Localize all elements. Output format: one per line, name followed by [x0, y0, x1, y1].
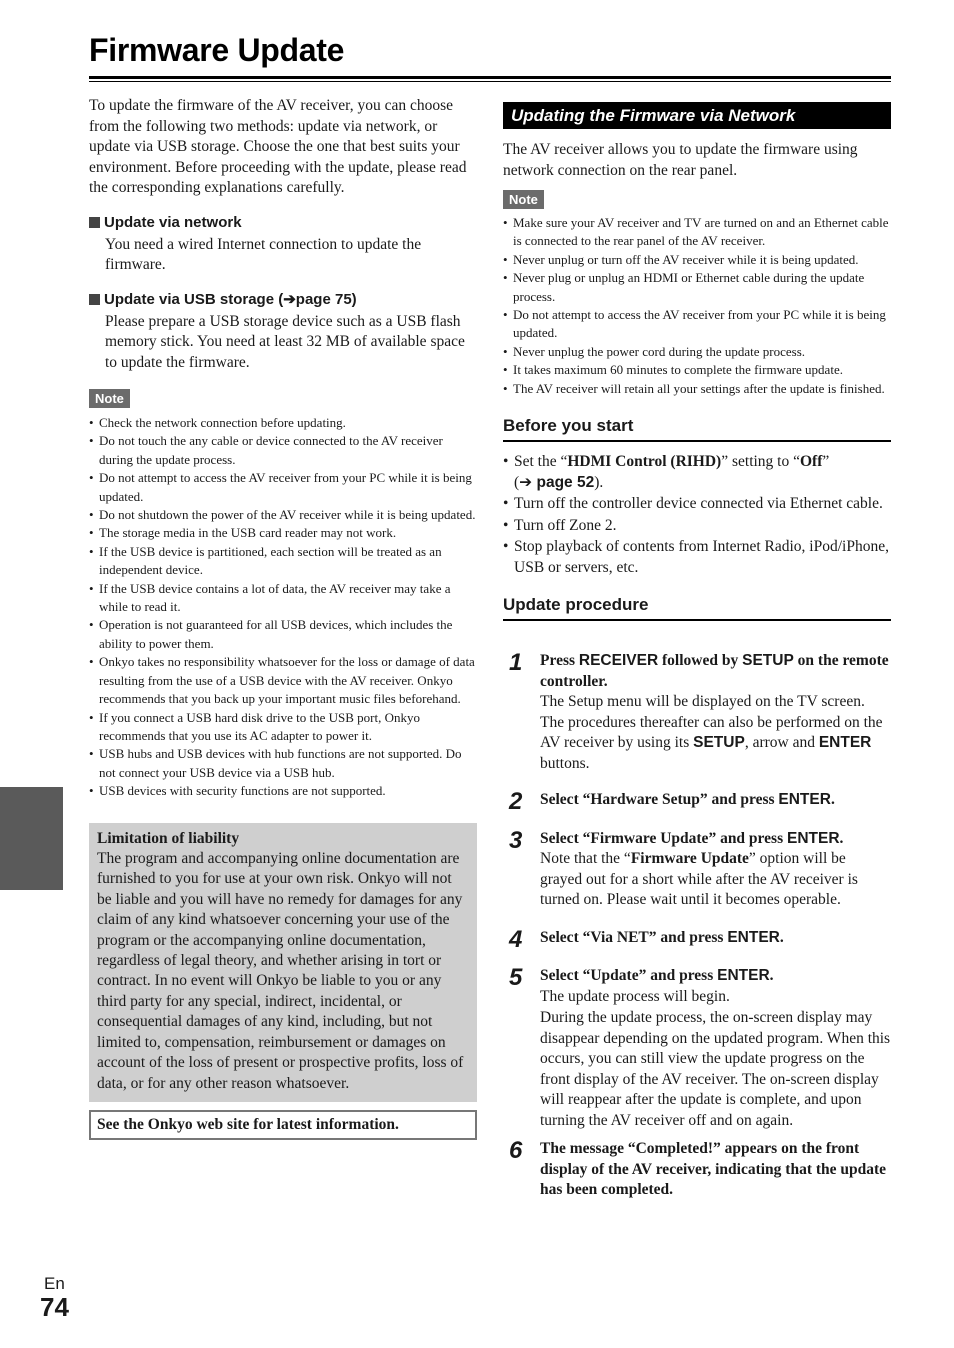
arrow-right-icon: ➔ — [519, 473, 533, 491]
arrow-right-icon: ➔ — [283, 290, 296, 308]
step-number: 3 — [509, 826, 523, 854]
liability-box — [89, 823, 477, 1102]
liability-heading: Limitation of liability — [97, 829, 240, 847]
step-body: The update process will begin. — [540, 987, 730, 1005]
list-item: • If you connect a USB hard disk drive to the USB port, Onkyo recommends that you use its AC adapter to power it. — [89, 709, 477, 746]
step-number: 1 — [509, 649, 523, 677]
list-item: • Never plug or unplug an HDMI or Ethernet cable during the update process. — [503, 269, 891, 306]
step-body: The Setup menu will be displayed on the TV screen. The procedures thereafter can also be performed on the AV receiver by using its SETUP, arrow and ENTER buttons. — [540, 693, 883, 772]
title-rule-thin — [89, 81, 891, 82]
before-start-list — [503, 452, 891, 578]
list-item: • USB devices with security functions are not supported. — [89, 782, 477, 800]
step-number: 6 — [509, 1137, 523, 1165]
step-title: The message “Completed!” appears on the front display of the AV receiver, indicating that the update has been completed. — [540, 1140, 887, 1199]
network-heading — [89, 213, 477, 233]
list-item: • Make sure your AV receiver and TV are turned on and an Ethernet cable is connected to the rear panel of the AV receiver. — [503, 214, 891, 251]
intro-paragraph: To update the firmware of the AV receiver, you can choose from the following two methods: update via network, or update via USB storage. Choose the one that best suits your environment. Before proceeding with the update, please read the corresponding explanations carefully. — [89, 97, 467, 196]
step-2 — [503, 788, 891, 816]
step-title: Select “Hardware Setup” and press ENTER. — [540, 791, 835, 809]
list-item: • USB hubs and USB devices with hub functions are not supported. Do not connect your USB device via a USB hub. — [89, 745, 477, 782]
page-title: Firmware Update — [89, 32, 345, 68]
list-item: • Operation is not guaranteed for all USB devices, which includes the ability to power them. — [89, 616, 477, 653]
step-3 — [503, 826, 891, 911]
square-bullet-icon — [89, 217, 100, 228]
page-language: En — [44, 1274, 65, 1293]
step-5 — [503, 966, 891, 1131]
list-item: • Set the “HDMI Control (RIHD)” setting to “Off” (➔ page 52). — [503, 452, 891, 493]
network-heading-text: Update via network — [104, 213, 242, 231]
list-item: • Do not attempt to access the AV receiver from your PC while it is being updated. — [89, 469, 477, 506]
usb-heading-text: Update via USB storage ( — [104, 290, 284, 308]
usb-heading — [89, 290, 477, 310]
step-title: Select “Firmware Update” and press ENTER. — [540, 829, 844, 847]
step-title: Select “Update” and press ENTER. — [540, 967, 774, 985]
step-4 — [503, 925, 891, 953]
list-item: • Never unplug the power cord during the update process. — [503, 343, 891, 361]
step-number: 2 — [509, 788, 523, 816]
usb-body: Please prepare a USB storage device such as a USB flash memory stick. You need at least 32 MB of available space to update the firmware. — [105, 312, 465, 371]
before-start-heading: Before you start — [503, 415, 891, 442]
note-badge: Note — [503, 190, 544, 209]
right-column — [503, 102, 891, 1201]
list-item: • Do not touch the any cable or device connected to the AV receiver during the update process. — [89, 432, 477, 469]
title-rule-thick — [89, 76, 891, 79]
step-body: Note that the “Firmware Update” option will be grayed out for a short while after the AV receiver is turned on. Please wait until it becomes operable. — [540, 850, 858, 909]
list-item: • Never unplug or turn off the AV receiver while it is being updated. — [503, 251, 891, 269]
left-notes-list — [89, 414, 477, 801]
liability-text: The program and accompanying online documentation are furnished to you for use at your own risk. Onkyo will not be liable and you will have no remedy for damages for any claim of any kind whatsoever concerning your use of the program or the accompanying online documentation, regardless of legal theory, and whether arising in tort or contract. In no event will Onkyo be liable to you or any third party for any special, indirect, incidental, or consequential damages of any kind, including, but not limited to, compensation, reimbursement or damages on account of the loss of present or prospective profits, loss of data, or for any other reason whatsoever. — [97, 850, 464, 1092]
see-website-box: See the Onkyo web site for latest information. — [89, 1110, 477, 1141]
list-item: • It takes maximum 60 minutes to complete the firmware update. — [503, 361, 891, 379]
step-number: 4 — [509, 925, 523, 953]
step-number: 5 — [509, 964, 523, 992]
step-body: During the update process, the on-screen display may disappear depending on the updated program. When this occurs, you can still view the update progress on the front display of the AV receiver. The on-screen display will reappear after the update is complete, and upon turning the AV receiver off and on again. — [540, 1009, 891, 1129]
list-item: • The AV receiver will retain all your settings after the update is finished. — [503, 380, 891, 398]
list-item: • Turn off the controller device connected via Ethernet cable. — [503, 494, 891, 515]
list-item: • Onkyo takes no responsibility whatsoever for the loss or damage of data resulting from the use of a USB device with the AV receiver. Onkyo recommends that you back up your important music files beforehand. — [89, 653, 477, 708]
step-6 — [503, 1139, 891, 1201]
network-body: You need a wired Internet connection to update the firmware. — [105, 235, 422, 273]
right-notes-list — [503, 214, 891, 398]
list-item: • Do not shutdown the power of the AV receiver while it is being updated. — [89, 506, 477, 524]
step-1 — [503, 651, 891, 774]
note-badge: Note — [89, 389, 130, 408]
usb-page-ref: page 75) — [295, 290, 357, 308]
step-title: Select “Via NET” and press ENTER. — [540, 928, 784, 946]
page-number: 74 — [40, 1292, 69, 1322]
list-item: • If the USB device contains a lot of data, the AV receiver may take a while to read it. — [89, 580, 477, 617]
section-title-bar: Updating the Firmware via Network — [503, 102, 891, 129]
list-item: • If the USB device is partitioned, each section will be treated as an independent device. — [89, 543, 477, 580]
list-item: • Do not attempt to access the AV receiver from your PC while it is being updated. — [503, 306, 891, 343]
page-ref: page 52 — [532, 473, 595, 491]
list-item: • Check the network connection before updating. — [89, 414, 477, 432]
square-bullet-icon — [89, 294, 100, 305]
hdmi-control-setting: HDMI Control (RIHD) — [567, 453, 722, 471]
chapter-side-tab — [0, 787, 63, 890]
list-item: • Stop playback of contents from Internet Radio, iPod/iPhone, USB or servers, etc. — [503, 537, 891, 578]
update-procedure-heading: Update procedure — [503, 594, 891, 621]
list-item: • Turn off Zone 2. — [503, 516, 891, 537]
left-column — [89, 96, 477, 1140]
step-title: Press RECEIVER followed by SETUP on the remote controller. — [540, 652, 889, 690]
off-value: Off — [800, 453, 823, 471]
network-intro: The AV receiver allows you to update the firmware using network connection on the rear panel. — [503, 141, 858, 179]
list-item: • The storage media in the USB card reader may not work. — [89, 524, 477, 542]
